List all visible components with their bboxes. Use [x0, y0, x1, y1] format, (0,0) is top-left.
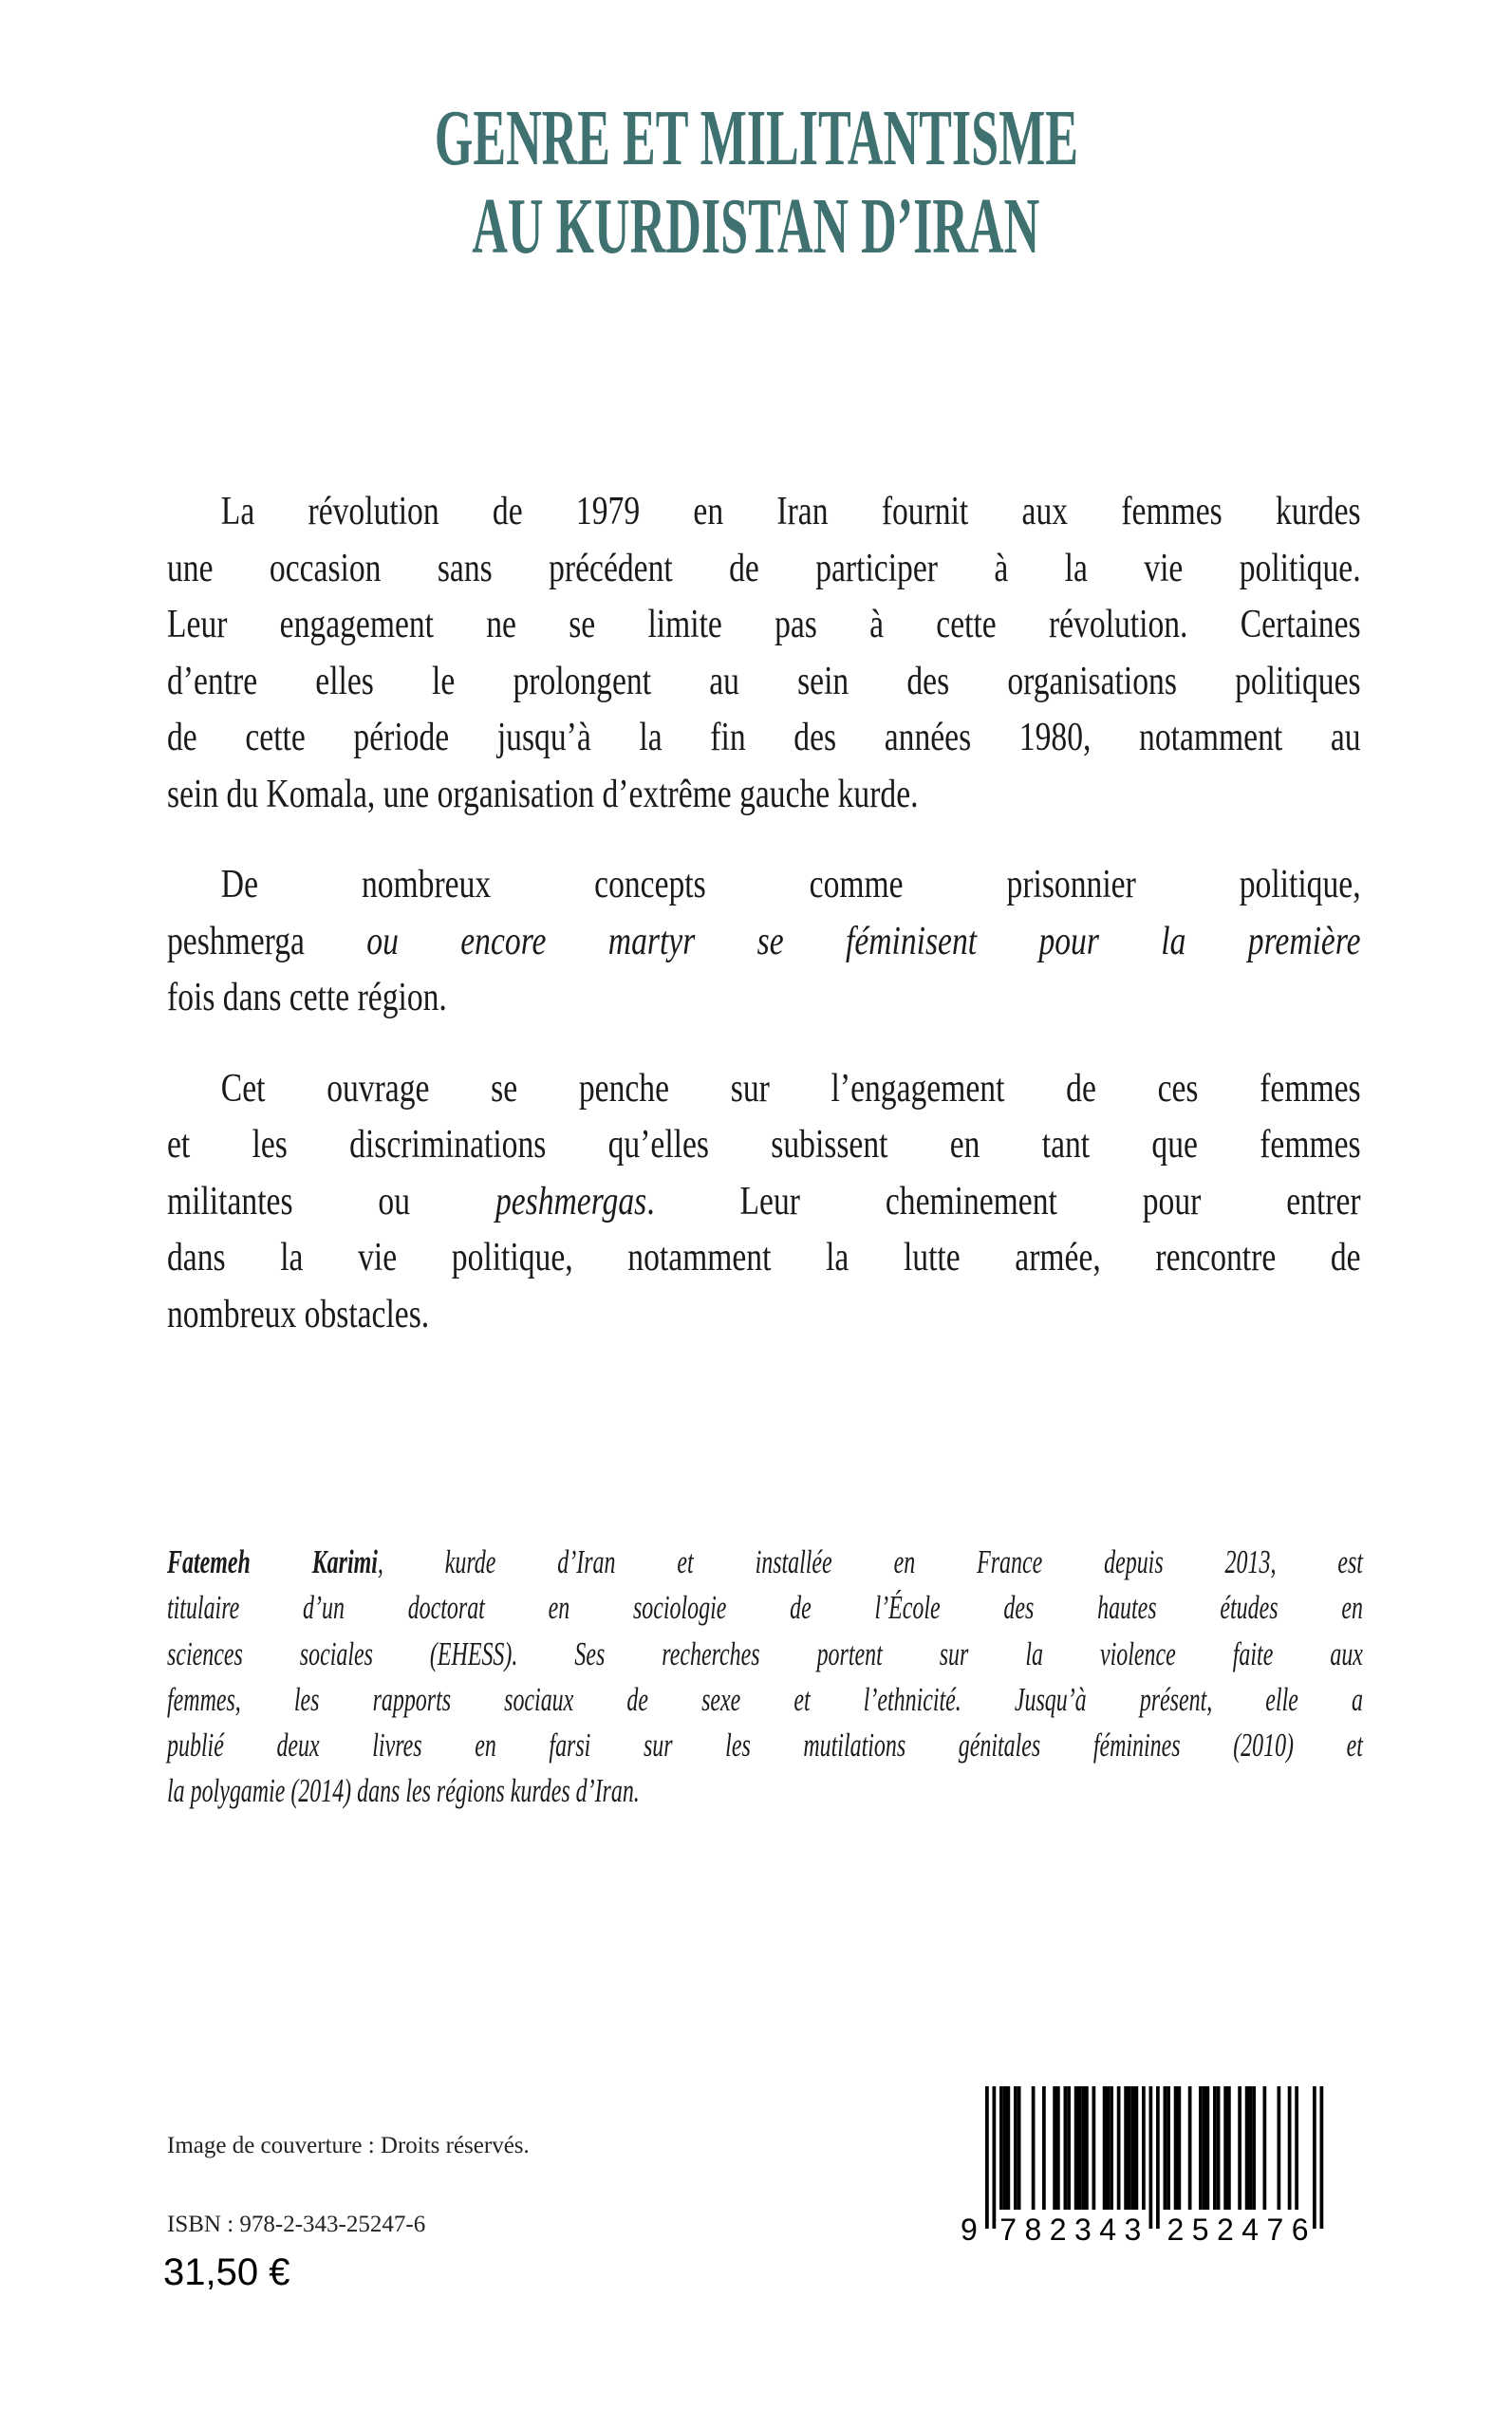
summary-line: dans la vie politique, notamment la lutte armée, rencontre de — [167, 1236, 1361, 1279]
barcode-bar — [1064, 2086, 1068, 2210]
italic-term: peshmergas — [495, 1179, 647, 1223]
barcode-bar — [1032, 2086, 1036, 2210]
barcode-bar — [1107, 2086, 1111, 2210]
barcode-digit: 4 — [1099, 2213, 1117, 2247]
bio-line: titulaire d’un doctorat en sociologie de l’École des hautes études en — [167, 1589, 1363, 1627]
barcode-digit: 2 — [1217, 2213, 1234, 2247]
barcode-bar — [1238, 2086, 1241, 2210]
barcode-bar — [1249, 2086, 1253, 2210]
summary-line: Leur engagement ne se limite pas à cette révolution. Certaines — [167, 603, 1361, 646]
barcode-digit: 3 — [1074, 2213, 1092, 2247]
barcode — [949, 2079, 1348, 2269]
barcode-bar — [1007, 2086, 1011, 2210]
barcode-bar — [1085, 2086, 1089, 2210]
bio-line: la polygamie (2014) dans les régions kurdes d’Iran. — [167, 1772, 640, 1810]
book-title-line-2: AU KURDISTAN D’IRAN — [472, 182, 1040, 271]
barcode-bar — [1206, 2086, 1210, 2210]
bio-line: Fatemeh Karimi, kurde d’Iran et installée en France depuis 2013, est — [167, 1543, 1363, 1580]
summary-line: peshmerga ou encore martyr se féminisent pour la première — [167, 919, 1361, 963]
book-summary — [167, 484, 1361, 1377]
barcode-bars — [985, 2086, 1323, 2229]
barcode-digit: 7 — [999, 2213, 1017, 2247]
barcode-digit: 4 — [1241, 2213, 1260, 2247]
summary-line: sein du Komala, une organisation d’extrême gauche kurde. — [167, 772, 919, 816]
summary-line: fois dans cette région. — [167, 976, 447, 1019]
barcode-bar — [1223, 2086, 1227, 2210]
barcode-bar — [1252, 2086, 1256, 2210]
barcode-bar — [985, 2086, 989, 2229]
barcode-bar — [1245, 2086, 1249, 2210]
barcode-bar — [1103, 2086, 1107, 2210]
author-name: Fatemeh Karimi — [167, 1543, 378, 1580]
summary-paragraph — [167, 1061, 1361, 1344]
barcode-bar — [1003, 2086, 1007, 2210]
summary-line: et les discriminations qu’elles subissent en tant que femmes — [167, 1123, 1361, 1167]
barcode-bar — [1067, 2086, 1071, 2210]
barcode-digit: 6 — [1291, 2213, 1309, 2247]
barcode-bar — [1149, 2086, 1153, 2229]
barcode-bar — [1110, 2086, 1113, 2210]
barcode-digit: 2 — [1167, 2213, 1185, 2247]
barcode-bar — [1203, 2086, 1206, 2210]
summary-line: La révolution de 1979 en Iran fournit aux femmes kurdes — [220, 490, 1361, 533]
barcode-bar — [1014, 2086, 1017, 2210]
barcode-bar — [1131, 2086, 1135, 2210]
barcode-bar — [1092, 2086, 1096, 2210]
bio-line: publié deux livres en farsi sur les mutilations génitales féminines (2010) et — [167, 1727, 1363, 1765]
barcode-bar — [1142, 2086, 1146, 2210]
summary-line: de cette période jusqu’à la fin des années 1980, notamment au — [167, 716, 1361, 759]
barcode-bar — [1078, 2086, 1082, 2210]
isbn: ISBN : 978-2-343-25247-6 — [167, 2212, 426, 2237]
barcode-bar — [1135, 2086, 1139, 2210]
barcode-bar — [1074, 2086, 1078, 2210]
barcode-bar — [1128, 2086, 1131, 2210]
barcode-bar — [1042, 2086, 1046, 2210]
barcode-bar — [1295, 2086, 1298, 2210]
barcode-bar — [1227, 2086, 1231, 2210]
summary-paragraph — [167, 484, 1361, 823]
barcode-bar — [1124, 2086, 1128, 2210]
barcode-bar — [1167, 2086, 1170, 2210]
barcode-bar — [1117, 2086, 1121, 2210]
barcode-bar — [999, 2086, 1003, 2210]
barcode-digit: 2 — [1049, 2213, 1067, 2247]
cover-image-credit: Image de couverture : Droits réservés. — [167, 2133, 530, 2158]
barcode-bar — [1217, 2086, 1221, 2210]
barcode-bar — [1081, 2086, 1085, 2210]
barcode-bar — [1313, 2086, 1316, 2229]
barcode-bar — [1320, 2086, 1324, 2229]
barcode-bar — [1164, 2086, 1167, 2210]
barcode-digit: 7 — [1266, 2213, 1284, 2247]
summary-line: militantes ou peshmergas. Leur cheminement pour entrer — [167, 1179, 1361, 1223]
author-bio — [167, 1540, 1363, 1815]
barcode-bar — [1188, 2086, 1192, 2210]
barcode-bar — [993, 2086, 997, 2229]
barcode-bar — [1156, 2086, 1160, 2229]
barcode-bar — [1288, 2086, 1292, 2210]
summary-line: nombreux obstacles. — [167, 1292, 430, 1336]
bio-line: femmes, les rapports sociaux de sexe et l’ethnicité. Jusqu’à présent, elle a — [167, 1680, 1363, 1718]
barcode-digit: 3 — [1124, 2213, 1142, 2247]
barcode-digit: 5 — [1191, 2213, 1209, 2247]
barcode-bar — [1213, 2086, 1217, 2210]
italic-term: ou encore martyr se féminisent pour la première — [304, 919, 1361, 963]
summary-line: d’entre elles le prolongent au sein des organisations politiques — [167, 659, 1361, 703]
barcode-bar — [1199, 2086, 1203, 2210]
barcode-digit: 9 — [961, 2213, 978, 2247]
summary-line: Cet ouvrage se penche sur l’engagement de ces femmes — [220, 1066, 1361, 1111]
book-title-line-1: GENRE ET MILITANTISME — [434, 94, 1078, 182]
summary-line: une occasion sans précédent de participer à la vie politique. — [167, 546, 1361, 590]
barcode-bar — [1017, 2086, 1021, 2210]
price: 31,50 € — [163, 2251, 290, 2293]
barcode-digits — [961, 2213, 1309, 2247]
summary-paragraph — [167, 857, 1361, 1027]
barcode-digit: 8 — [1024, 2213, 1042, 2247]
bio-line: sciences sociales (EHESS). Ses recherches portent sur la violence faite aux — [167, 1634, 1363, 1672]
barcode-bar — [1174, 2086, 1178, 2210]
summary-line: De nombreux concepts comme prisonnier politique, — [220, 863, 1361, 906]
barcode-bar — [1278, 2086, 1281, 2210]
barcode-bar — [1263, 2086, 1267, 2210]
barcode-bar — [1178, 2086, 1182, 2210]
barcode-bar — [1056, 2086, 1060, 2210]
barcode-bar — [1053, 2086, 1056, 2210]
